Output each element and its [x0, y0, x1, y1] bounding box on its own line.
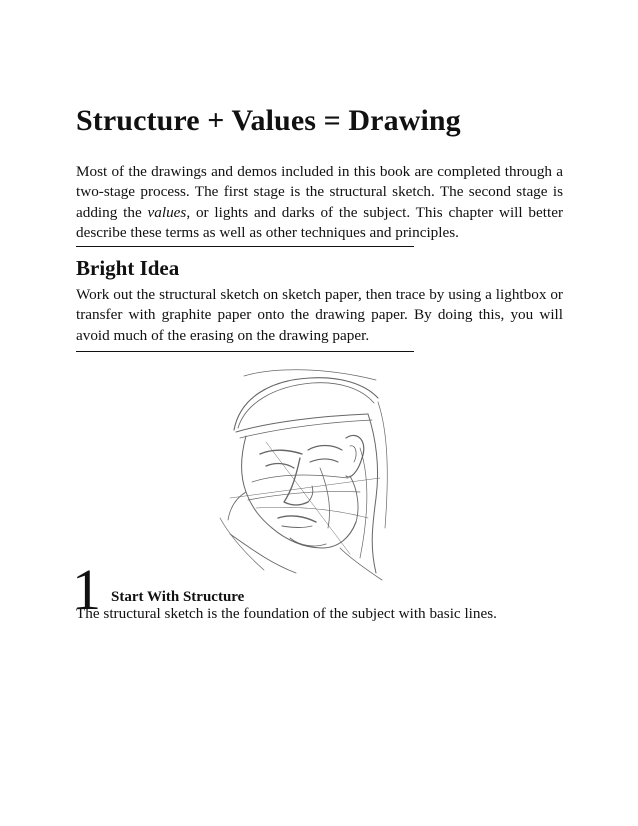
intro-paragraph — [76, 162, 563, 243]
intro-text-end: , or lights and darks of the subject. This chapter will better describe these terms as well as other techniques and principles. — [76, 203, 563, 241]
step-caption: The structural sketch is the foundation of the subject with basic lines. — [76, 605, 497, 622]
sidebar-bottom-rule — [76, 351, 414, 352]
intro-text-start: Most of the drawings and demos included in this book are completed through a two-stage process. The first stage is the structural sketch. The second stage is adding the — [76, 163, 563, 221]
sidebar-top-rule — [76, 246, 414, 247]
bright-idea-heading: Bright Idea — [76, 256, 180, 280]
bright-idea-body: Work out the structural sketch on sketch paper, then trace by using a lightbox or transfer with graphite paper onto the drawing paper. By doing this, you will avoid much of the erasing on the drawing paper. — [76, 286, 563, 344]
chapter-title: Structure + Values = Drawing — [76, 104, 461, 137]
step-heading: Start With Structure — [111, 589, 245, 605]
intro-emphasis: values — [147, 203, 187, 221]
step-number: 1 — [72, 557, 101, 622]
structural-sketch-illustration — [200, 358, 440, 583]
